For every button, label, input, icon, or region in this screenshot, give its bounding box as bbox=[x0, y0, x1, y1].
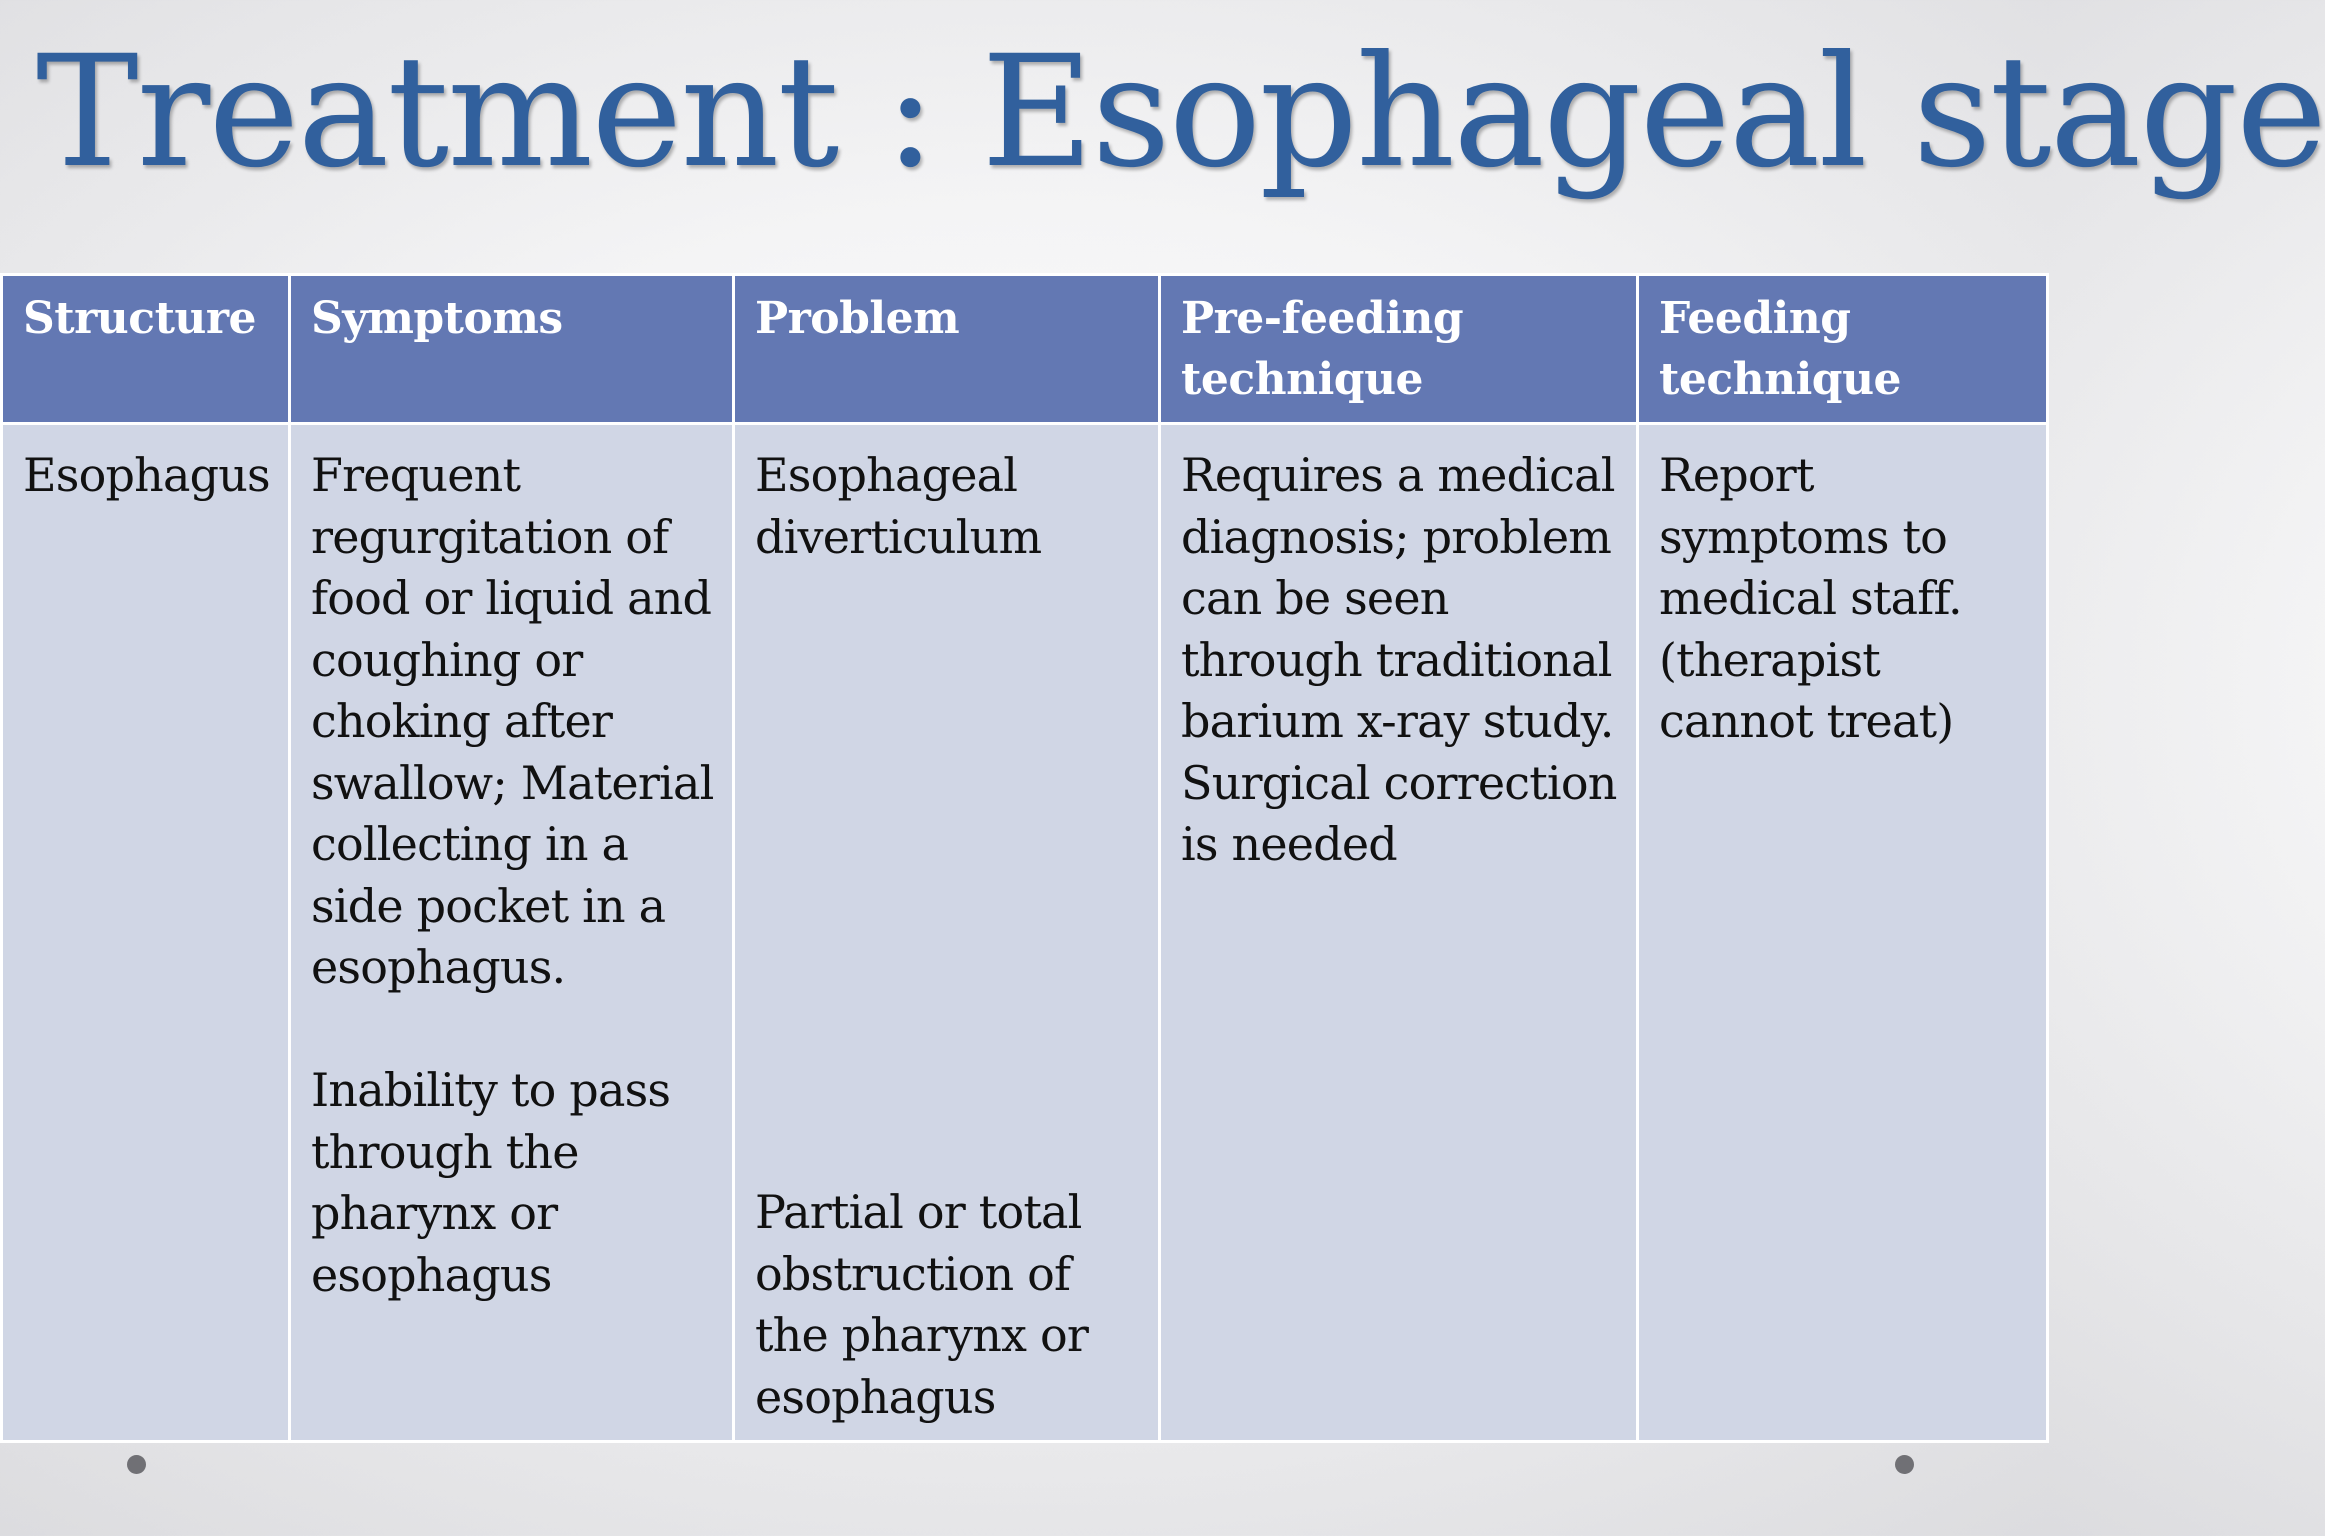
cell-symptoms bbox=[290, 424, 734, 1442]
cell-pre-feeding-technique: Requires a medical diagnosis; problem can be seen through traditional barium x-ray study. Surgical correction is needed bbox=[1160, 424, 1638, 1442]
slide-title: Treatment : Esophageal stage bbox=[36, 23, 2325, 202]
problem-diverticulum: Esophageal diverticulum bbox=[755, 448, 1042, 564]
cell-feeding-technique: Report symptoms to medical staff. (therapist cannot treat) bbox=[1638, 424, 2048, 1442]
problem-obstruction: Partial or total obstruction of the pharynx or esophagus bbox=[755, 1185, 1089, 1424]
symptom-obstruction: Inability to pass through the pharynx or esophagus bbox=[311, 1063, 671, 1302]
header-pre-feeding-technique: Pre-feeding technique bbox=[1160, 275, 1638, 424]
cell-problem bbox=[734, 424, 1160, 1442]
table-row bbox=[2, 424, 2048, 1442]
decorative-dot-right bbox=[1895, 1455, 1914, 1474]
decorative-dot-left bbox=[127, 1455, 146, 1474]
cell-structure: Esophagus bbox=[2, 424, 290, 1442]
esophageal-stage-table bbox=[0, 273, 2049, 1443]
header-structure: Structure bbox=[2, 275, 290, 424]
header-problem: Problem bbox=[734, 275, 1160, 424]
header-feeding-technique: Feeding technique bbox=[1638, 275, 2048, 424]
symptom-diverticulum: Frequent regurgitation of food or liquid and coughing or choking after swallow; Material collecting in a side pocket in a esophagus. bbox=[311, 448, 714, 994]
header-symptoms: Symptoms bbox=[290, 275, 734, 424]
table-header-row bbox=[2, 275, 2048, 424]
